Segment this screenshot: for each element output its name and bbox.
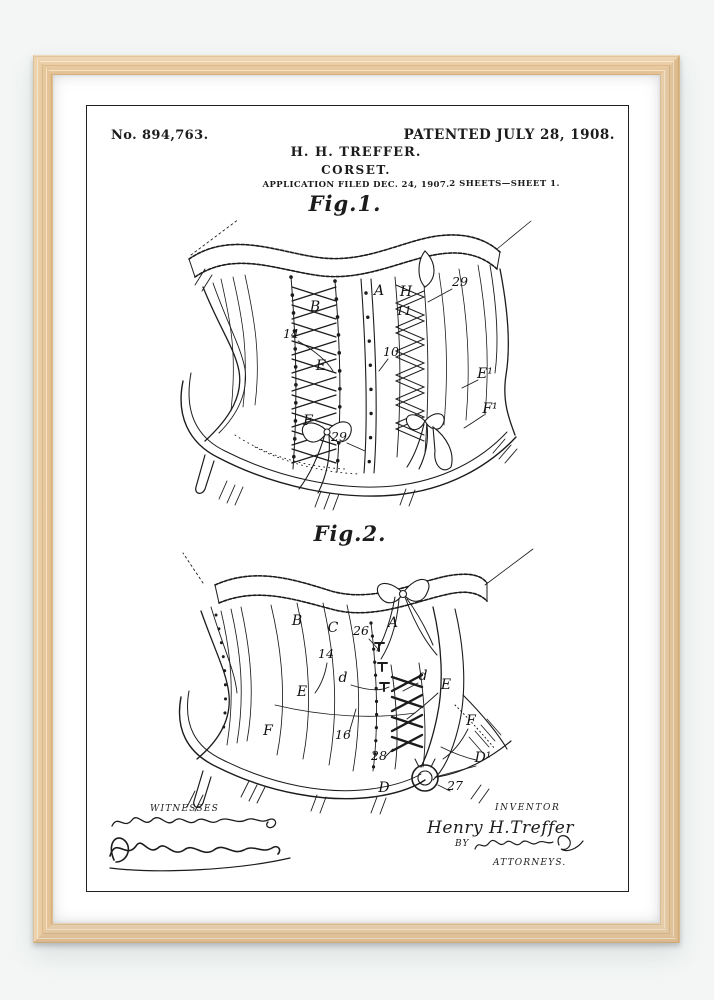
part-label: F¹ — [482, 401, 498, 417]
part-label: 14 — [283, 326, 299, 341]
witness-signatures — [108, 812, 298, 874]
figure-2-caption: Fig.2. — [313, 521, 387, 546]
part-label: 29 — [452, 274, 468, 289]
lace-trim — [189, 235, 500, 277]
inventor-name-line: H. H. TREFFER. — [290, 145, 422, 160]
part-label: F — [303, 413, 313, 429]
garter-loop — [412, 759, 438, 791]
part-label: D — [378, 780, 390, 796]
patented-date: PATENTED JULY 28, 1908. — [403, 127, 615, 143]
part-label: A — [387, 615, 399, 631]
part-label: E¹ — [477, 366, 493, 382]
attorney-signature — [471, 831, 586, 857]
part-label: 26 — [353, 623, 369, 638]
sheet-info: 2 SHEETS—SHEET 1. — [449, 179, 560, 189]
part-label: B — [291, 613, 303, 629]
part-label: 14 — [318, 646, 334, 661]
part-label: B — [309, 299, 321, 315]
part-label: A — [373, 283, 385, 299]
part-label: 11 — [396, 303, 412, 318]
part-label: E — [296, 684, 308, 700]
shading-hatching — [187, 781, 489, 814]
part-label: 10 — [383, 344, 399, 359]
part-label: H — [399, 284, 413, 300]
body-sketch-lines — [191, 219, 531, 255]
part-label: E — [315, 358, 327, 374]
part-label: F — [263, 723, 273, 739]
inventor-signature: Henry H.Treffer — [427, 818, 574, 838]
lace-trim — [215, 574, 487, 613]
part-label: 16 — [335, 727, 351, 742]
part-label: F — [466, 713, 476, 729]
application-line: APPLICATION FILED DEC. 24, 1907. — [262, 180, 450, 190]
figure-1-part-labels — [283, 274, 498, 444]
attorneys-label: ATTORNEYS. — [493, 858, 567, 868]
patent-title: CORSET. — [321, 163, 391, 177]
part-label: E — [440, 677, 452, 693]
patent-number: No. 894,763. — [111, 128, 209, 143]
ribbon-bow — [377, 579, 437, 659]
inventor-label: INVENTOR — [495, 803, 561, 813]
witnesses-label: WITNESSES — [150, 804, 219, 814]
frame-left-rail — [33, 55, 53, 943]
frame-bottom-rail — [33, 923, 680, 943]
part-label: D¹ — [474, 750, 492, 766]
part-label: d — [418, 668, 428, 684]
part-label: 28 — [371, 748, 387, 763]
busk — [361, 279, 376, 473]
part-label: 29 — [331, 429, 347, 444]
figure-1-caption: Fig.1. — [308, 191, 382, 216]
boning-seams — [216, 603, 415, 771]
by-label: BY — [455, 839, 470, 849]
part-label: d — [338, 670, 348, 686]
boning-seams — [221, 265, 487, 425]
picture-frame — [33, 55, 680, 943]
part-label: 27 — [447, 778, 463, 793]
patent-poster — [53, 75, 660, 923]
frame-top-rail — [33, 55, 680, 75]
body-sketch-lines — [183, 549, 533, 585]
figure-2-corset-drawing — [175, 545, 545, 815]
part-label: C — [327, 620, 339, 636]
figure-1-corset-drawing — [175, 215, 545, 515]
corset-outline — [181, 265, 516, 496]
frame-right-rail — [660, 55, 680, 943]
